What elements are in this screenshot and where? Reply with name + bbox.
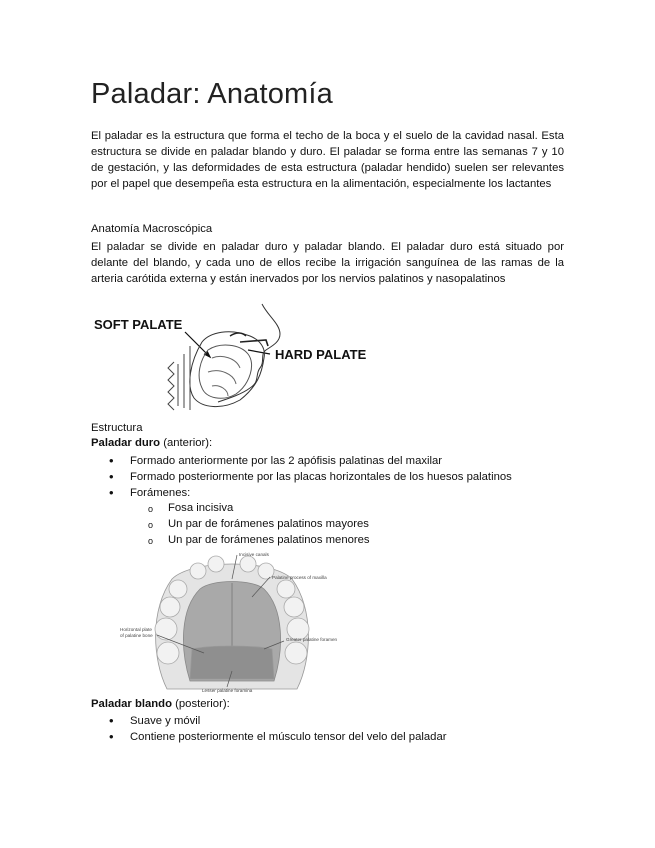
paladar-duro-heading-rest: (anterior): — [160, 437, 213, 449]
list-item: • Forámenes: — [91, 485, 512, 501]
palate-sagittal-figure — [90, 302, 390, 414]
paladar-blando-heading — [91, 698, 230, 710]
list-item: • Formado anteriormente por las 2 apófisis palatinas del maxilar — [91, 453, 512, 469]
paladar-duro-list — [91, 453, 512, 501]
label-palatine-process: Palatine process of maxilla — [272, 575, 327, 580]
sublist-item: o Un par de forámenes palatinos menores — [148, 532, 370, 548]
label-horizontal-plate-1: Horizontal plate — [120, 627, 152, 632]
list-item: • Suave y móvil — [91, 713, 447, 729]
paladar-duro-heading-bold: Paladar duro — [91, 437, 161, 449]
macro-heading: Anatomía Macroscópica — [91, 223, 213, 235]
list-item: • Contiene posteriormente el músculo tensor del velo del paladar — [91, 729, 447, 745]
label-greater-palatine: Greater palatine foramen — [286, 637, 338, 642]
paladar-blando-heading-bold: Paladar blando — [91, 698, 172, 710]
foramenes-sublist — [148, 500, 370, 548]
paladar-duro-heading — [91, 437, 212, 449]
figure-arrows — [185, 332, 270, 357]
head-section-drawing — [168, 304, 280, 410]
list-item: • Formado posteriormente por las placas horizontales de los huesos palatinos — [91, 469, 512, 485]
intro-paragraph: El paladar es la estructura que forma el techo de la boca y el suelo de la cavidad nasal. Esta estructura se divide en paladar blando y duro. El paladar se forma entre las semanas 7 y 10 de gestación, y las deformidades de esta estructura (paladar hendido) suelen ser relevantes por el papel que desempeña esta estructura en la alimentación, especialmente los lactantes — [91, 130, 564, 190]
soft-palate-label: SOFT PALATE — [94, 317, 183, 332]
macro-paragraph: El paladar se divide en paladar duro y paladar blando. El paladar duro está situado por delante del blando, y cada uno de ellos recibe la irrigación sanguínea de las ramas de la arteria carótida externa y están inervados por los nervios palatinos y nasopalatinos — [91, 241, 564, 285]
sublist-item: o Un par de forámenes palatinos mayores — [148, 516, 370, 532]
paladar-blando-heading-rest: (posterior): — [171, 698, 230, 710]
hard-palate-label: HARD PALATE — [275, 347, 367, 362]
sublist-item: o Fosa incisiva — [148, 500, 370, 516]
hard-palate-inferior-figure — [112, 549, 362, 697]
label-incisive-canals: Incisive canals — [239, 552, 269, 557]
page-title: Paladar: Anatomía — [91, 78, 333, 110]
estructura-heading: Estructura — [91, 422, 143, 434]
paladar-blando-list — [91, 713, 447, 745]
label-lesser-palatine: Lesser palatine foramina — [202, 688, 253, 693]
label-horizontal-plate-2: of palatine bone — [120, 633, 153, 638]
